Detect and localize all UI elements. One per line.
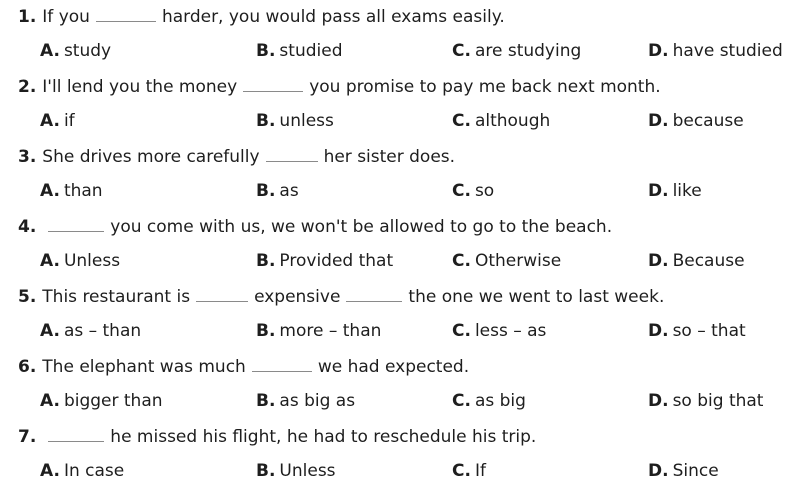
option-text: are studying <box>474 41 582 61</box>
option-letter: B. <box>256 251 276 271</box>
answer-blank[interactable] <box>48 427 104 442</box>
question-text: The elephant was much <box>42 357 246 377</box>
question-number: 1. <box>18 7 37 27</box>
option-letter: C. <box>452 321 471 341</box>
answer-blank[interactable] <box>96 7 156 22</box>
option-b[interactable] <box>256 110 334 132</box>
question-text: expensive <box>254 287 341 307</box>
option-text: as <box>279 181 299 201</box>
question-number: 3. <box>18 147 37 167</box>
option-text: Provided that <box>279 251 394 271</box>
option-letter: D. <box>648 391 669 411</box>
option-text: than <box>63 181 103 201</box>
option-letter: A. <box>40 41 60 61</box>
option-letter: A. <box>40 391 60 411</box>
option-text: Because <box>672 251 745 271</box>
option-c[interactable] <box>452 40 581 62</box>
option-text: more – than <box>279 321 382 341</box>
option-letter: B. <box>256 391 276 411</box>
question-1 <box>18 6 505 28</box>
option-letter: C. <box>452 181 471 201</box>
question-text: I'll lend you the money <box>42 77 238 97</box>
option-text: bigger than <box>63 391 163 411</box>
answer-blank[interactable] <box>266 147 318 162</box>
option-text: Unless <box>279 461 336 481</box>
option-text: Unless <box>63 251 121 271</box>
option-text: if <box>63 111 75 131</box>
answer-blank[interactable] <box>346 287 402 302</box>
option-letter: C. <box>452 41 471 61</box>
question-text: If you <box>42 7 90 27</box>
answer-blank[interactable] <box>252 357 312 372</box>
option-letter: C. <box>452 391 471 411</box>
option-text: Since <box>672 461 719 481</box>
option-b[interactable] <box>256 460 336 482</box>
option-text: as big <box>474 391 526 411</box>
option-letter: B. <box>256 461 276 481</box>
question-text: She drives more carefully <box>42 147 260 167</box>
option-text: because <box>672 111 744 131</box>
question-3 <box>18 146 455 168</box>
option-b[interactable] <box>256 40 342 62</box>
option-text: as big as <box>279 391 356 411</box>
question-text: her sister does. <box>323 147 456 167</box>
option-d[interactable] <box>648 40 783 62</box>
option-letter: C. <box>452 251 471 271</box>
option-d[interactable] <box>648 250 745 272</box>
option-letter: C. <box>452 111 471 131</box>
answer-blank[interactable] <box>196 287 248 302</box>
option-c[interactable] <box>452 110 550 132</box>
option-text: so – that <box>672 321 746 341</box>
answer-blank[interactable] <box>243 77 303 92</box>
question-text: he missed his flight, he had to reschedule his trip. <box>110 427 537 447</box>
option-letter: A. <box>40 461 60 481</box>
option-text: unless <box>279 111 334 131</box>
option-a[interactable] <box>40 250 120 272</box>
option-d[interactable] <box>648 320 746 342</box>
question-text: the one we went to last week. <box>408 287 665 307</box>
option-a[interactable] <box>40 40 111 62</box>
question-number: 7. <box>18 427 37 447</box>
option-text: studied <box>279 41 343 61</box>
question-text: we had expected. <box>317 357 470 377</box>
option-a[interactable] <box>40 320 141 342</box>
option-d[interactable] <box>648 180 702 202</box>
option-text: In case <box>63 461 125 481</box>
option-letter: D. <box>648 181 669 201</box>
question-number: 4. <box>18 217 37 237</box>
question-number: 2. <box>18 77 37 97</box>
option-a[interactable] <box>40 180 103 202</box>
option-letter: D. <box>648 461 669 481</box>
question-number: 5. <box>18 287 37 307</box>
answer-blank[interactable] <box>48 217 104 232</box>
option-a[interactable] <box>40 460 124 482</box>
option-b[interactable] <box>256 180 299 202</box>
option-c[interactable] <box>452 250 561 272</box>
option-text: less – as <box>474 321 547 341</box>
option-letter: A. <box>40 321 60 341</box>
option-a[interactable] <box>40 390 163 412</box>
option-letter: A. <box>40 111 60 131</box>
option-c[interactable] <box>452 460 486 482</box>
option-letter: C. <box>452 461 471 481</box>
option-text: like <box>672 181 702 201</box>
question-text: This restaurant is <box>42 287 191 307</box>
option-d[interactable] <box>648 110 744 132</box>
option-text: Otherwise <box>474 251 562 271</box>
option-letter: D. <box>648 251 669 271</box>
option-text: although <box>474 111 551 131</box>
option-letter: D. <box>648 321 669 341</box>
question-text: you come with us, we won't be allowed to go to the beach. <box>110 217 613 237</box>
question-7 <box>18 426 536 448</box>
question-6 <box>18 356 469 378</box>
option-c[interactable] <box>452 390 526 412</box>
option-letter: B. <box>256 41 276 61</box>
option-letter: B. <box>256 321 276 341</box>
option-text: study <box>63 41 112 61</box>
option-b[interactable] <box>256 320 381 342</box>
option-text: as – than <box>63 321 142 341</box>
option-b[interactable] <box>256 390 355 412</box>
option-c[interactable] <box>452 320 546 342</box>
question-4 <box>18 216 612 238</box>
option-text: have studied <box>672 41 783 61</box>
option-b[interactable] <box>256 250 393 272</box>
question-text: you promise to pay me back next month. <box>309 77 661 97</box>
option-d[interactable] <box>648 390 763 412</box>
option-letter: A. <box>40 181 60 201</box>
option-letter: D. <box>648 41 669 61</box>
question-number: 6. <box>18 357 37 377</box>
option-a[interactable] <box>40 110 75 132</box>
option-text: If <box>474 461 486 481</box>
option-letter: B. <box>256 111 276 131</box>
question-2 <box>18 76 661 98</box>
option-letter: D. <box>648 111 669 131</box>
question-5 <box>18 286 664 308</box>
option-text: so big that <box>672 391 764 411</box>
option-d[interactable] <box>648 460 719 482</box>
option-letter: A. <box>40 251 60 271</box>
question-text: harder, you would pass all exams easily. <box>161 7 505 27</box>
option-c[interactable] <box>452 180 494 202</box>
option-text: so <box>474 181 495 201</box>
option-letter: B. <box>256 181 276 201</box>
